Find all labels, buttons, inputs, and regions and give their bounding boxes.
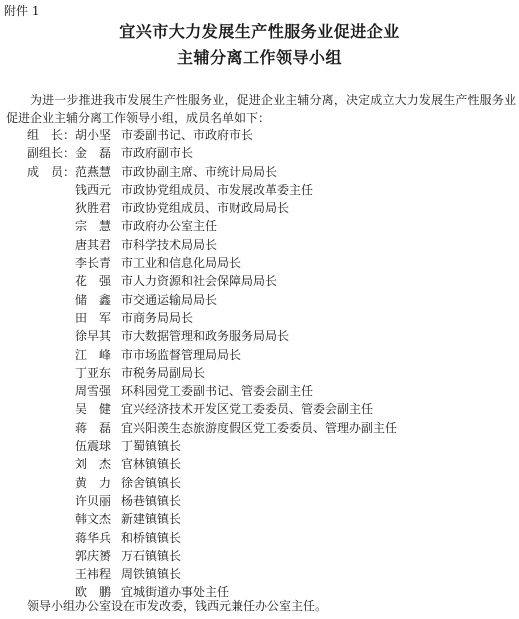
document-title-line-1: 宜兴市大力发展生产性服务业促进企业 xyxy=(119,22,400,41)
member-title: 官林镇镇长 xyxy=(121,457,182,472)
member-row xyxy=(0,144,519,162)
member-row xyxy=(0,437,519,455)
member-row xyxy=(0,419,519,437)
member-name: 刘 杰 xyxy=(75,457,112,472)
member-name: 范燕慧 xyxy=(75,164,112,179)
member-row xyxy=(0,291,519,309)
member-row xyxy=(0,547,519,565)
member-name: 胡小坚 xyxy=(75,128,112,142)
member-name: 李长青 xyxy=(75,256,112,271)
member-row xyxy=(0,510,519,528)
member-row xyxy=(0,163,519,181)
member-name: 欧 鹏 xyxy=(75,585,112,600)
member-name: 丁亚东 xyxy=(75,365,112,380)
member-roster xyxy=(0,126,519,602)
member-row xyxy=(0,181,519,199)
member-name: 蒋 磊 xyxy=(75,420,112,435)
member-title: 万石镇镇长 xyxy=(121,548,182,563)
member-row xyxy=(0,474,519,492)
member-name: 周雪强 xyxy=(75,384,112,399)
member-name: 黄 力 xyxy=(75,475,112,490)
member-title: 市政协副主席、市统计局局长 xyxy=(121,164,278,179)
member-title: 市政协党组成员、市发展改革委主任 xyxy=(121,182,314,197)
attachment-label: 附件 1 xyxy=(4,4,40,18)
member-row xyxy=(0,236,519,254)
member-name: 许贝丽 xyxy=(75,493,112,508)
member-row xyxy=(0,272,519,290)
intro-paragraph: 为进一步推进我市发展生产性服务业，促进企业主辅分离，决定成立大力发展生产性服务业促进企业主辅分离工作领导小组，成员名单如下： xyxy=(6,93,516,125)
member-title: 和桥镇镇长 xyxy=(121,530,182,545)
member-title: 市税务局副局长 xyxy=(121,365,206,380)
member-name: 蒋华兵 xyxy=(75,530,112,545)
member-name: 储 鑫 xyxy=(75,292,112,307)
member-name: 花 强 xyxy=(75,274,112,289)
member-row xyxy=(0,492,519,510)
member-name: 宗 慧 xyxy=(75,219,112,234)
member-name: 钱西元 xyxy=(75,182,112,197)
member-role: 组 长： xyxy=(27,128,76,142)
member-title: 宜城街道办事处主任 xyxy=(121,585,230,600)
member-row xyxy=(0,199,519,217)
member-title: 丁蜀镇镇长 xyxy=(121,439,182,454)
member-row xyxy=(0,254,519,272)
member-row xyxy=(0,565,519,583)
member-title: 市交通运输局局长 xyxy=(121,292,218,307)
member-title: 宜兴阳羡生态旅游度假区党工委委员、管理办副主任 xyxy=(121,420,398,435)
member-title: 徐舍镇镇长 xyxy=(121,475,182,490)
member-title: 市委副书记、市政府市长 xyxy=(121,128,254,142)
member-role: 成 员： xyxy=(27,164,76,179)
member-title: 新建镇镇长 xyxy=(121,512,182,527)
member-row xyxy=(0,217,519,235)
member-row xyxy=(0,400,519,418)
member-title: 周铁镇镇长 xyxy=(121,567,182,582)
member-title: 市人力资源和社会保障局局长 xyxy=(121,274,278,289)
member-row xyxy=(0,364,519,382)
member-row xyxy=(0,382,519,400)
member-row xyxy=(0,327,519,345)
member-row xyxy=(0,309,519,327)
member-name: 狄胜君 xyxy=(75,201,112,216)
member-title: 市科学技术局局长 xyxy=(121,237,218,252)
member-name: 金 磊 xyxy=(75,146,112,161)
member-row xyxy=(0,455,519,473)
document-title-line-2: 主辅分离工作领导小组 xyxy=(176,48,342,67)
member-title: 市工业和信息化局局长 xyxy=(121,256,242,271)
member-title: 环科园党工委副书记、管委会副主任 xyxy=(121,384,314,399)
member-name: 韩文杰 xyxy=(75,512,112,527)
member-title: 市政府副市长 xyxy=(121,146,194,161)
member-role: 副组长： xyxy=(27,146,76,161)
member-name: 江 峰 xyxy=(75,347,112,362)
member-name: 郭庆赟 xyxy=(75,548,112,563)
member-title: 宜兴经济技术开发区党工委委员、管委会副主任 xyxy=(121,402,374,417)
member-row xyxy=(0,529,519,547)
member-name: 唐其君 xyxy=(75,237,112,252)
member-title: 杨巷镇镇长 xyxy=(121,493,182,508)
member-name: 伍震球 xyxy=(75,439,112,454)
member-name: 王袆程 xyxy=(75,567,112,582)
member-title: 市大数据管理和政务服务局局长 xyxy=(121,329,290,344)
member-title: 市市场监督管理局局长 xyxy=(121,347,242,362)
member-title: 市商务局局长 xyxy=(121,310,194,325)
member-title: 市政府办公室主任 xyxy=(121,219,218,234)
member-name: 吴 健 xyxy=(75,402,112,417)
member-row xyxy=(0,126,519,144)
member-title: 市政协党组成员、市财政局局长 xyxy=(121,201,290,216)
member-name: 田 军 xyxy=(75,310,112,325)
member-row xyxy=(0,346,519,364)
footer-note: 领导小组办公室设在市发改委，钱西元兼任办公室主任。 xyxy=(27,599,328,613)
member-name: 徐早其 xyxy=(75,329,112,344)
